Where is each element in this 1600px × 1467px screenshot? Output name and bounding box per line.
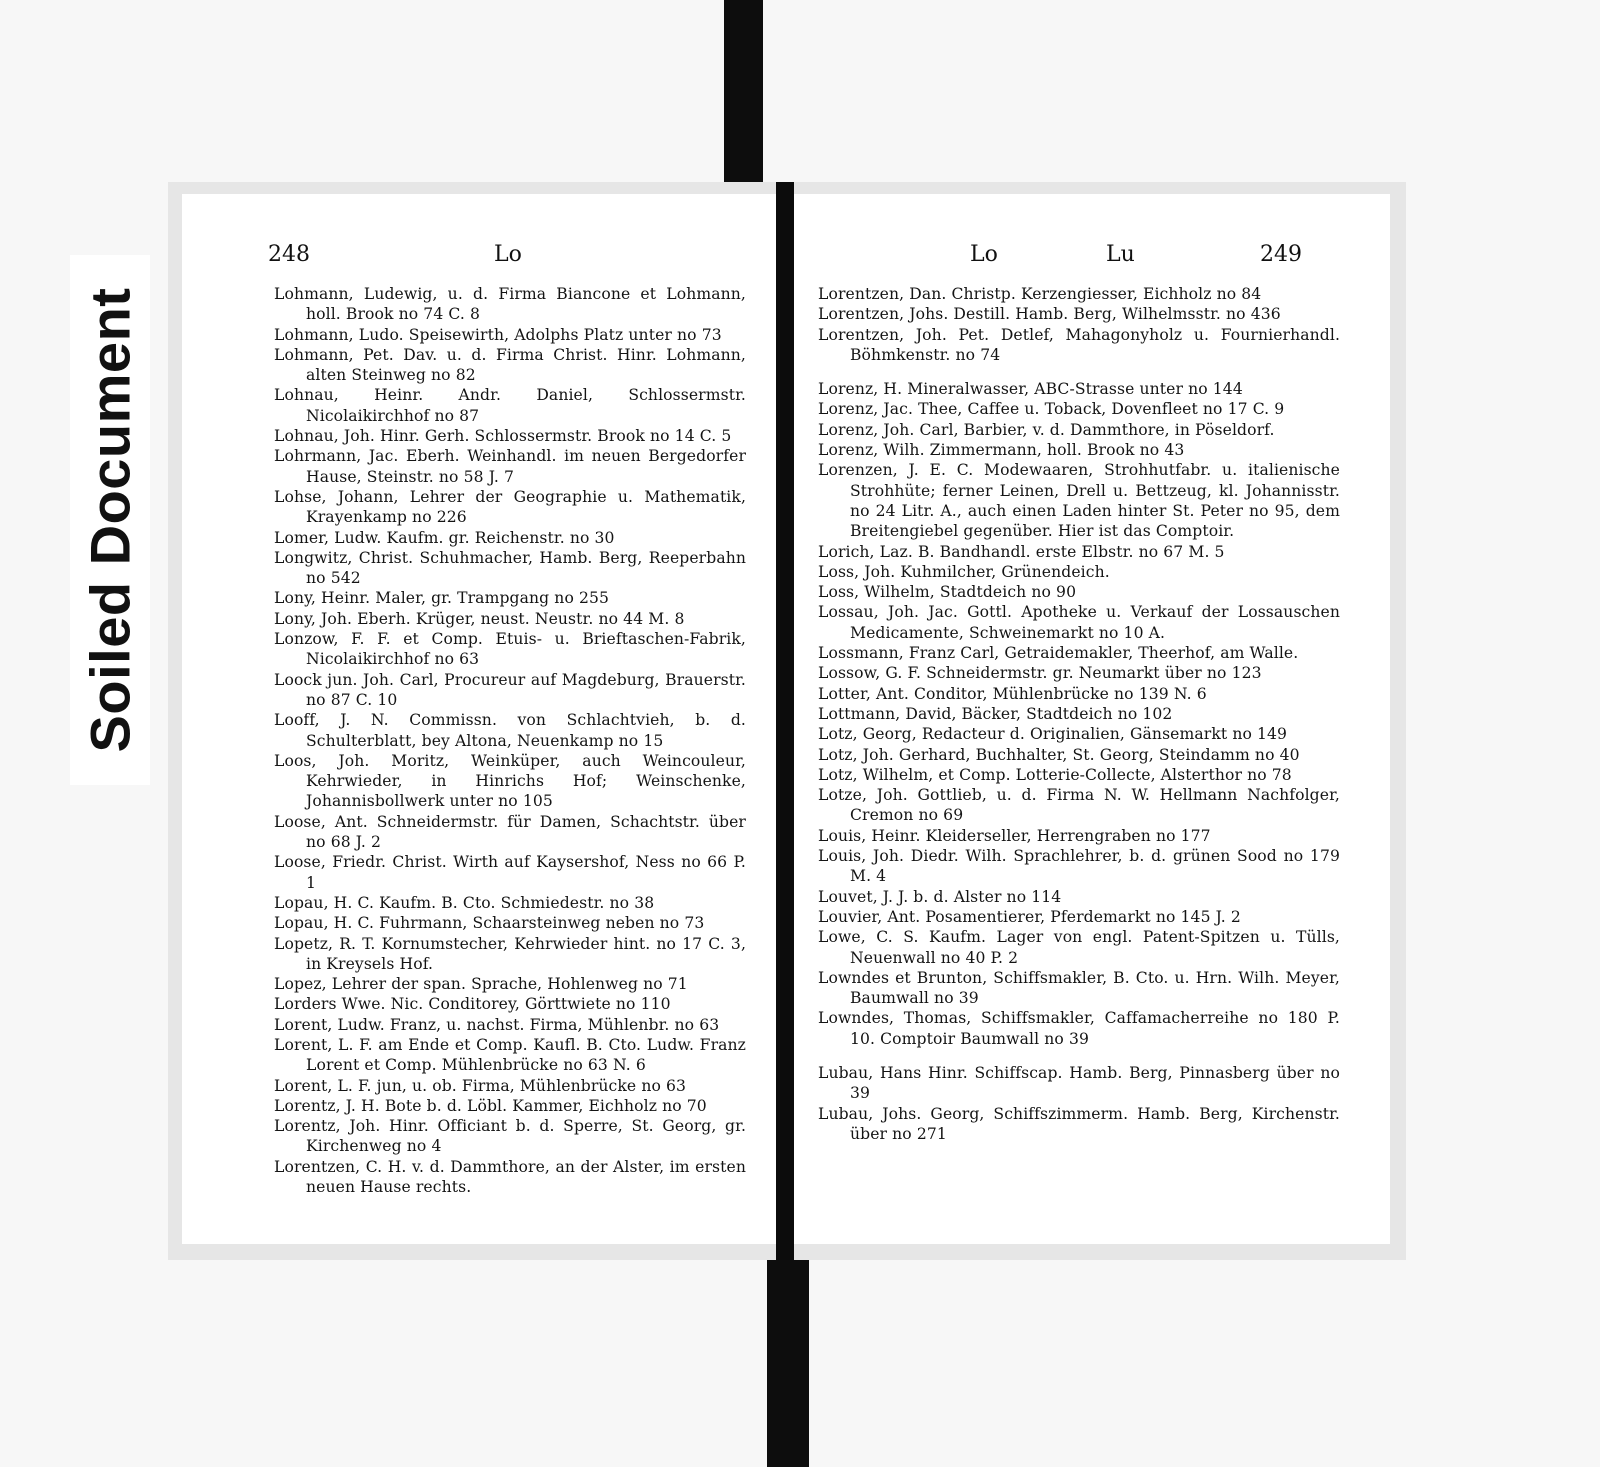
directory-entry: Lorent, L. F. am Ende et Comp. Kaufl. B. Cto. Ludw. Franz Lorent et Comp. Mühlenbrücke no 63 N. 6 — [274, 1035, 746, 1075]
directory-entry: Lony, Joh. Eberh. Krüger, neust. Neustr. no 44 M. 8 — [274, 609, 685, 628]
directory-entry: Lorenz, H. Mineralwasser, ABC-Strasse unter no 144 — [818, 380, 1243, 399]
running-head: Lo — [494, 242, 522, 267]
directory-entry: Loose, Ant. Schneidermstr. für Damen, Schachtstr. über no 68 J. 2 — [274, 812, 746, 852]
directory-entry: Lonzow, F. F. et Comp. Etuis- u. Brieftaschen-Fabrik, Nicolaikirchhof no 63 — [274, 630, 746, 669]
binding-strip-bottom — [767, 1255, 809, 1467]
directory-entry: Loos, Joh. Moritz, Weinküper, auch Weincouleur, Kehrwieder, in Hinrichs Hof; Weinschenke, Johannisbollwerk unter no 105 — [274, 751, 746, 811]
directory-entry: Lorenz, Jac. Thee, Caffee u. Toback, Dovenfleet no 17 C. 9 — [818, 400, 1285, 419]
directory-entry: Lohse, Johann, Lehrer der Geographie u. Mathematik, Krayenkamp no 226 — [274, 487, 746, 527]
directory-entry: Lopetz, R. T. Kornumstecher, Kehrwieder hint. no 17 C. 3, in Kreysels Hof. — [274, 934, 746, 973]
directory-entry: Lony, Heinr. Maler, gr. Trampgang no 255 — [274, 589, 610, 608]
running-head-right: Lu — [1106, 242, 1135, 267]
directory-entry: Lopau, H. C. Kaufm. B. Cto. Schmiedestr. no 38 — [274, 893, 655, 912]
left-entry-list — [274, 284, 746, 1197]
directory-entry: Longwitz, Christ. Schuhmacher, Hamb. Berg, Reeperbahn no 542 — [274, 548, 746, 588]
directory-entry: Loose, Friedr. Christ. Wirth auf Kaysershof, Ness no 66 P. 1 — [274, 853, 746, 892]
directory-entry: Lorenz, Wilh. Zimmermann, holl. Brook no 43 — [818, 441, 1185, 460]
directory-entry: Loock jun. Joh. Carl, Procureur auf Magdeburg, Brauerstr. no 87 C. 10 — [274, 670, 746, 709]
directory-entry: Louis, Heinr. Kleiderseller, Herrengraben no 177 — [818, 826, 1211, 845]
directory-entry: Lotz, Georg, Redacteur d. Originalien, Gänsemarkt no 149 — [818, 725, 1288, 744]
directory-entry: Lorent, L. F. jun, u. ob. Firma, Mühlenbrücke no 63 — [274, 1076, 687, 1095]
left-page-header — [182, 242, 776, 274]
directory-entry: Lossau, Joh. Jac. Gottl. Apotheke u. Verkauf der Lossauschen Medicamente, Schweinemarkt no 10 A. — [818, 603, 1340, 642]
right-page — [794, 194, 1390, 1244]
page-number: 249 — [1260, 242, 1302, 267]
directory-entry: Lottmann, David, Bäcker, Stadtdeich no 102 — [818, 704, 1173, 723]
directory-entry: Loss, Wilhelm, Stadtdeich no 90 — [818, 583, 1077, 602]
directory-entry: Lowndes et Brunton, Schiffsmakler, B. Cto. u. Hrn. Wilh. Meyer, Baumwall no 39 — [818, 968, 1340, 1008]
stamp-text: Soiled Document — [78, 287, 142, 753]
directory-entry: Lorentz, Joh. Hinr. Officiant b. d. Sperre, St. Georg, gr. Kirchenweg no 4 — [274, 1117, 746, 1156]
directory-entry: Lohnau, Heinr. Andr. Daniel, Schlossermstr. Nicolaikirchhof no 87 — [274, 386, 746, 425]
binding-strip-top — [724, 0, 763, 192]
directory-entry: Lorentz, J. H. Bote b. d. Löbl. Kammer, Eichholz no 70 — [274, 1096, 707, 1115]
directory-entry: Lohnau, Joh. Hinr. Gerh. Schlossermstr. Brook no 14 C. 5 — [274, 427, 732, 446]
directory-entry: Lorent, Ludw. Franz, u. nachst. Firma, Mühlenbr. no 63 — [274, 1015, 720, 1034]
page-number: 248 — [268, 242, 310, 267]
directory-entry: Lopau, H. C. Fuhrmann, Schaarsteinweg neben no 73 — [274, 914, 705, 933]
soiled-document-stamp — [70, 255, 150, 785]
directory-entry: Lorentzen, Joh. Pet. Detlef, Mahagonyholz u. Fournierhandl. Böhmkenstr. no 74 — [818, 325, 1340, 364]
directory-entry: Louis, Joh. Diedr. Wilh. Sprachlehrer, b. d. grünen Sood no 179 M. 4 — [818, 847, 1340, 886]
directory-entry: Lorenzen, J. E. C. Modewaaren, Strohhutfabr. u. italienische Strohhüte; ferner Leinen, Drell u. Bettzeug, kl. Johannisstr. no 24 Litr. A., auch einen Laden hinter St. Peter no 95, dem Breitengiebel gegenüber. Hier ist das Comptoir. — [818, 461, 1340, 541]
directory-entry: Lorentzen, C. H. v. d. Dammthore, an der Alster, im ersten neuen Hause rechts. — [274, 1157, 746, 1197]
directory-entry: Lohrmann, Jac. Eberh. Weinhandl. im neuen Bergedorfer Hause, Steinstr. no 58 J. 7 — [274, 447, 746, 486]
directory-entry: Lorentzen, Johs. Destill. Hamb. Berg, Wilhelmsstr. no 436 — [818, 305, 1281, 324]
directory-entry: Lorentzen, Dan. Christp. Kerzengiesser, Eichholz no 84 — [818, 285, 1262, 303]
directory-entry: Loss, Joh. Kuhmilcher, Grünendeich. — [818, 562, 1110, 581]
directory-entry: Lorders Wwe. Nic. Conditorey, Görttwiete no 110 — [274, 995, 671, 1014]
left-page — [182, 194, 776, 1244]
directory-entry: Lossow, G. F. Schneidermstr. gr. Neumarkt über no 123 — [818, 664, 1262, 683]
directory-entry: Lotz, Joh. Gerhard, Buchhalter, St. Georg, Steindamm no 40 — [818, 745, 1300, 764]
directory-entry: Lopez, Lehrer der span. Sprache, Hohlenweg no 71 — [274, 975, 688, 994]
directory-entry: Lossmann, Franz Carl, Getraidemakler, Theerhof, am Walle. — [818, 644, 1299, 663]
directory-entry: Lohmann, Ludewig, u. d. Firma Biancone et Lohmann, holl. Brook no 74 C. 8 — [274, 285, 746, 324]
directory-entry: Lowndes, Thomas, Schiffsmakler, Caffamacherreihe no 180 P. 10. Comptoir Baumwall no 39 — [818, 1009, 1340, 1048]
directory-entry: Lowe, C. S. Kaufm. Lager von engl. Patent-Spitzen u. Tülls, Neuenwall no 40 P. 2 — [818, 928, 1340, 967]
directory-entry: Lorich, Laz. B. Bandhandl. erste Elbstr. no 67 M. 5 — [818, 542, 1225, 561]
directory-entry: Lotter, Ant. Conditor, Mühlenbrücke no 139 N. 6 — [818, 684, 1207, 703]
directory-entry: Looff, J. N. Commissn. von Schlachtvieh, b. d. Schulterblatt, bey Altona, Neuenkamp no 15 — [274, 711, 746, 750]
directory-entry: Lohmann, Ludo. Speisewirth, Adolphs Platz unter no 73 — [274, 325, 722, 344]
directory-entry: Lotz, Wilhelm, et Comp. Lotterie-Collecte, Alsterthor no 78 — [818, 765, 1292, 784]
directory-entry: Louvier, Ant. Posamentierer, Pferdemarkt no 145 J. 2 — [818, 907, 1241, 926]
directory-entry: Lubau, Hans Hinr. Schiffscap. Hamb. Berg, Pinnasberg über no 39 — [818, 1063, 1340, 1103]
directory-entry: Lubau, Johs. Georg, Schiffszimmerm. Hamb. Berg, Kirchenstr. über no 271 — [818, 1104, 1340, 1143]
directory-entry: Lomer, Ludw. Kaufm. gr. Reichenstr. no 30 — [274, 528, 615, 547]
running-head-left: Lo — [970, 242, 998, 267]
directory-entry: Lotze, Joh. Gottlieb, u. d. Firma N. W. Hellmann Nachfolger, Cremon no 69 — [818, 786, 1340, 825]
directory-entry: Lorenz, Joh. Carl, Barbier, v. d. Dammthore, in Pöseldorf. — [818, 420, 1275, 439]
directory-entry: Louvet, J. J. b. d. Alster no 114 — [818, 887, 1062, 906]
open-book — [168, 182, 1406, 1260]
book-gutter — [776, 182, 794, 1260]
right-page-header — [794, 242, 1390, 274]
right-entry-list — [818, 284, 1340, 1144]
directory-entry: Lohmann, Pet. Dav. u. d. Firma Christ. Hinr. Lohmann, alten Steinweg no 82 — [274, 345, 746, 385]
